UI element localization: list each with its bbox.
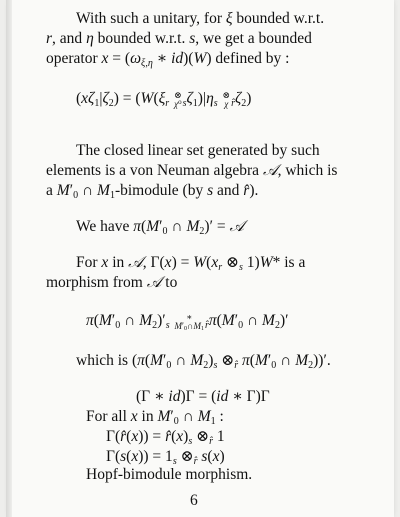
text-line: We have $\pi(M'_0$ ∩ $M_2)'$ = 𝒜 [76,218,245,237]
text-line: elements is a von Neuman algebra 𝒜, which is [46,162,338,179]
display-equation: $(x\zeta_1|\zeta_2) = (W(\xi_r$ ⊗ $\chi^o$ $_s\zeta_1)|\eta_s$ ⊗ χ $_{r̂}\zeta_2$) [76,90,252,109]
text-line: Hopf-bimodule morphism. [86,466,253,483]
text-line: which is ($\pi(M'_0$ ∩ $M_2)_s$ $\otimes_{r̂}$ $\pi(M'_0$ ∩ $M_2))'$. [76,352,331,371]
text-line: $\Gamma(s(x)) = 1_s$ $\otimes_{r̂}$ s(x) [106,448,225,467]
page-number: 6 [190,492,198,509]
display-equation: $\pi(M'_0$ ∩ $M_2)'_s$ ∗ $M'_0\cap M_1$ $_{r̂}\pi(M'_0$ ∩ $M_2)'$ [86,312,289,332]
text-line: For x in 𝒜, $\Gamma(x) = W(x_r$ $\otimes_s$ 1)W* is a [76,254,306,273]
text-line: The closed linear set generated by such [76,142,320,159]
page-sheet [12,0,394,517]
text-line: a $M'_0$ ∩ $M_1$-bimodule (by s and r̂). [46,182,259,201]
text-line: Γ(r̂(x)) = $r̂(x)_s$ $\otimes_{r̂}$ 1 [106,428,225,447]
display-equation: (Γ ∗ id)Γ = (id ∗ Γ)Γ [136,388,270,405]
text-line: r, and η bounded w.r.t. s, we get a bounded [46,30,312,47]
text-line: operator $x = (\omega_{\xi,\eta}$ ∗ id)(W) defined by : [46,50,290,69]
text-line: With such a unitary, for ξ bounded w.r.t. [76,10,325,27]
text-line: morphism from 𝒜 to [46,274,178,291]
text-line: For all x in $M'_0$ ∩ $M_1$ : [86,408,224,427]
